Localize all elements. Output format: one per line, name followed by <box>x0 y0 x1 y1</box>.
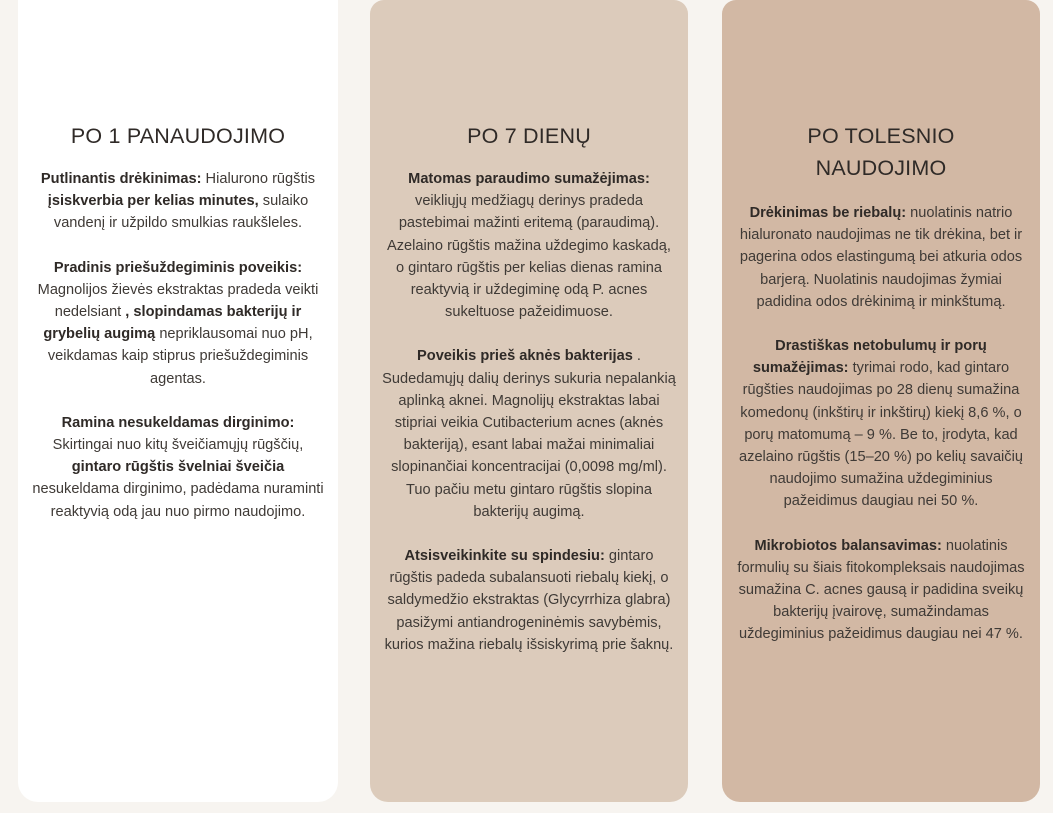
benefit-text: sulaiko vandenį ir užpildo smulkias raukšleles. <box>53 193 309 232</box>
benefit-paragraph <box>734 335 1028 513</box>
column-title: PO TOLESNIO NAUDOJIMO <box>807 124 955 180</box>
benefit-heading: Poveikis prieš aknės bakterijas <box>417 348 633 365</box>
benefit-heading: Mikrobiotos balansavimas: <box>754 537 942 554</box>
benefit-heading: Ramina nesukeldamas dirginimo: <box>61 414 295 431</box>
benefit-heading: Drastiškas netobulumų ir porų sumažėjimas: <box>752 338 987 377</box>
benefit-heading: Pradinis priešuždegiminis poveikis: <box>53 259 303 276</box>
benefit-text: nuolatinis formulių su šiais fitokompleksais naudojimas sumažina C. acnes gausą ir padidina sveikų bakterijų įvairovę, sumažindamas uždegiminius pažeidimus daugiau nei 47 %. <box>737 537 1025 643</box>
benefit-text: nuolatinis natrio hialuronato naudojimas ne tik drėkina, bet ir pagerina odos elastingumą bei atkuria odos barjerą. Nuolatinis naudojimas žymiai padidina odos drėkinimą ir minkštumą. <box>739 205 1023 310</box>
column-title: PO 1 PANAUDOJIMO <box>70 124 286 148</box>
benefit-paragraph <box>382 545 676 656</box>
benefit-heading: Atsisveikinkite su spindesiu: <box>404 548 605 565</box>
benefit-heading: Drėkinimas be riebalų: <box>749 205 907 221</box>
column-card-further-use <box>722 0 1040 802</box>
benefit-emphasis: gintaro rūgštis švelniai šveičia <box>71 459 285 476</box>
column-card-after-7-days <box>370 0 688 802</box>
benefit-paragraph <box>734 535 1028 646</box>
benefit-emphasis: , slopindamas bakterijų ir grybelių augimą <box>43 304 302 343</box>
benefit-text: nesukeldama dirginimo, padėdama nuraminti reaktyvią odą jau nuo pirmo naudojimo. <box>32 481 324 520</box>
benefit-text: Skirtingai nuo kitų šveičiamųjų rūgščių, <box>52 437 304 454</box>
benefit-heading: Putlinantis drėkinimas: <box>40 171 202 187</box>
benefit-paragraph <box>32 168 324 235</box>
benefit-text: gintaro rūgštis padeda subalansuoti riebalų kiekį, o saldymedžio ekstraktas (Glycyrrhiza glabra) pasižymi antiandrogeninėmis savybėmis, kurios mažina riebalų išsiskyrimą prie šaknų. <box>384 548 674 653</box>
column-card-after-1-use <box>18 0 338 802</box>
benefit-text: tyrimai rodo, kad gintaro rūgšties naudojimas po 28 dienų sumažina komedonų (inkštirų ir inkštirų) kiekį 8,6 %, o porų matomumą – 9 %. Be to, įrodyta, kad azelaino rūgštis (15–20 %) po kelių savaičių naudojimo sumažina uždegiminius pažeidimus daugiau nei 50 %. <box>739 360 1023 510</box>
column-title: PO 7 DIENŲ <box>467 124 591 148</box>
benefit-text: Hialurono rūgštis <box>201 171 316 187</box>
benefit-heading: Matomas paraudimo sumažėjimas: <box>408 171 650 187</box>
benefit-paragraph <box>382 345 676 523</box>
benefit-emphasis: įsiskverbia per kelias minutes, <box>47 193 259 210</box>
benefit-paragraph <box>734 202 1028 313</box>
benefit-paragraph <box>32 257 324 390</box>
benefit-text: veikliųjų medžiagų derinys pradeda pastebimai mažinti eritemą (paraudimą). Azelaino rūgštis mažina uždegimo kaskadą, o gintaro rūgštis per kelias dienas ramina reaktyvią ir uždegiminę odą P. acnes sukeltuose pažeidimuose. <box>387 193 671 321</box>
benefit-text: . Sudedamųjų dalių derinys sukuria nepalankią aplinką aknei. Magnolijų ekstraktas labai stipriai veikia Cutibacterium acnes (aknės bakteriją), esant labai mažai minimaliai slopinančiai koncentracijai (0,0098 mg/ml). Tuo pačiu metu gintaro rūgštis slopina bakterijų augimą. <box>382 348 676 520</box>
benefit-text: nepriklausomai nuo pH, veikdamas kaip stiprus priešuždegiminis agentas. <box>47 326 313 387</box>
benefit-text: Magnolijos žievės ekstraktas pradeda veikti nedelsiant <box>37 281 319 321</box>
benefit-paragraph <box>32 412 324 523</box>
benefit-paragraph <box>382 168 676 323</box>
